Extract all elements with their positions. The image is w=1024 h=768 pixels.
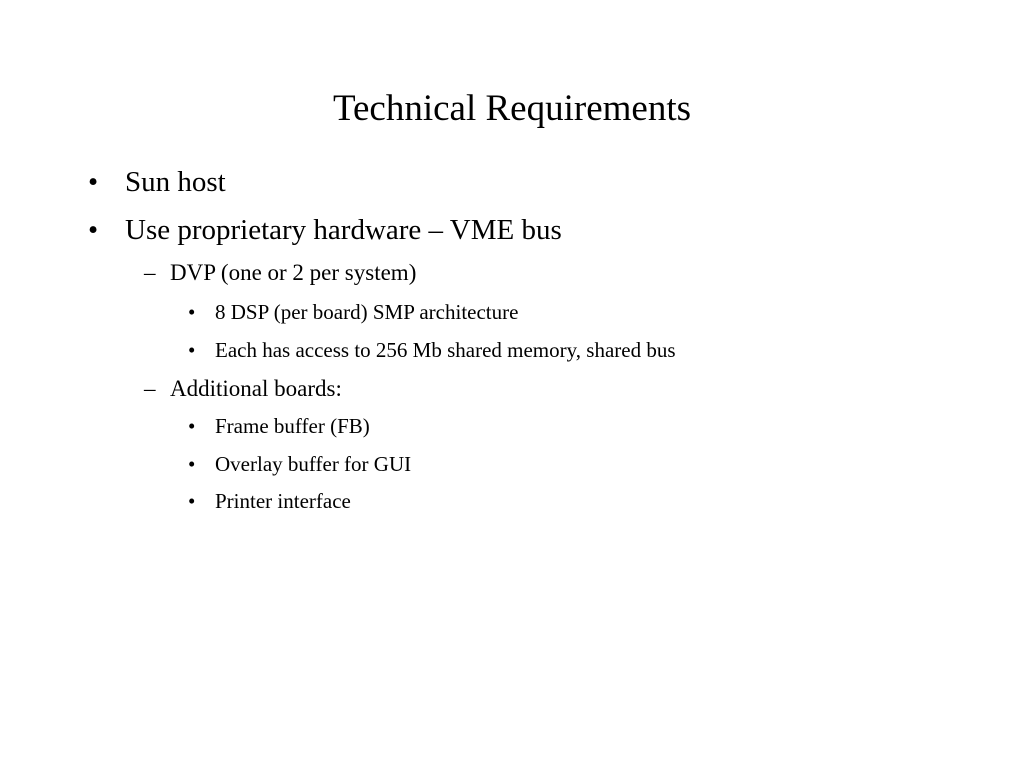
sub-sub-bullet-text: Overlay buffer for GUI [215,452,412,476]
sub-bullet-text: Additional boards: [170,376,342,401]
sub-sub-bullet-text: Each has access to 256 Mb shared memory, shared bus [215,338,676,362]
sub-bullet-marker: – [144,260,156,285]
sub-sub-bullet-marker: • [188,300,196,324]
sub-sub-bullet-marker: • [188,452,196,476]
bullet-marker: • [88,214,99,246]
sub-sub-bullet-marker: • [188,414,196,438]
sub-sub-bullet-marker: • [188,338,196,362]
sub-sub-bullet-text: Printer interface [215,489,351,513]
bullet-text: Use proprietary hardware – VME bus [125,214,562,246]
bullet-marker: • [88,166,99,198]
sub-bullet-marker: – [144,376,156,401]
sub-sub-bullet-text: 8 DSP (per board) SMP architecture [215,300,519,324]
sub-sub-bullet-marker: • [188,489,196,513]
sub-sub-bullet-text: Frame buffer (FB) [215,414,370,438]
slide-title: Technical Requirements [332,88,692,129]
sub-bullet-text: DVP (one or 2 per system) [170,260,417,285]
bullet-text: Sun host [125,166,226,198]
